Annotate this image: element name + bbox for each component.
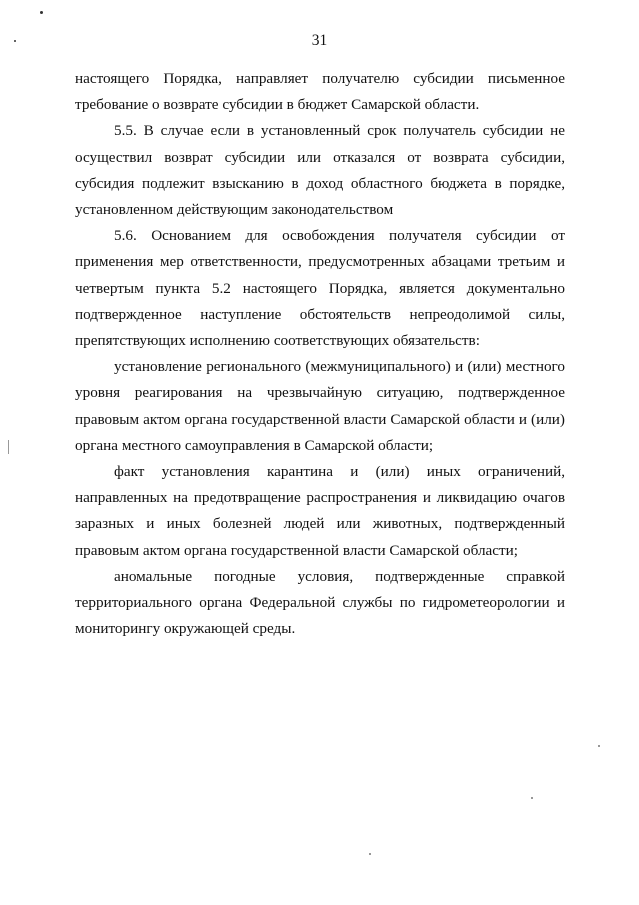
paragraph-5-5: 5.5. В случае если в установленный срок получатель субсидии не осуществил возврат субсидии или отказался от возврата субсидии, субсидия подлежит взысканию в доход областного бюджета в порядке, установленном действующим законодательством xyxy=(75,122,565,219)
scan-speck xyxy=(14,40,16,42)
paragraph-5-6: 5.6. Основанием для освобождения получателя субсидии от применения мер ответственности, предусмотренных абзацами третьим и четвертым пункта 5.2 настоящего Порядка, является документально подтвержденное наступление обстоятельств непреодолимой силы, препятствующих исполнению соответствующих обязательств: xyxy=(75,227,565,350)
scan-speck xyxy=(531,797,533,799)
list-item-quarantine: факт установления карантина и (или) иных ограничений, направленных на предотвращение распространения и ликвидацию очагов заразных и иных болезней людей или животных, подтвержденный правовым актом органа государственной власти Самарской области; xyxy=(75,463,565,559)
scan-speck xyxy=(40,11,43,14)
scan-speck xyxy=(8,440,9,454)
list-item-emergency: установление регионального (межмуниципального) и (или) местного уровня реагирования на чрезвычайную ситуацию, подтвержденное правовым актом органа государственной власти Самарской области и (или) органа местного самоуправления в Самарской области; xyxy=(75,358,565,454)
paragraph-continuation: настоящего Порядка, направляет получателю субсидии письменное требование о возврате субсидии в бюджет Самарской области. xyxy=(75,70,565,114)
document-body xyxy=(75,66,565,642)
page-number: 31 xyxy=(311,32,328,49)
scan-speck xyxy=(369,853,371,855)
list-item-weather: аномальные погодные условия, подтвержденные справкой территориального органа Федеральной службы по гидрометеорологии и мониторингу окружающей среды. xyxy=(75,567,565,638)
scan-speck xyxy=(598,745,600,747)
